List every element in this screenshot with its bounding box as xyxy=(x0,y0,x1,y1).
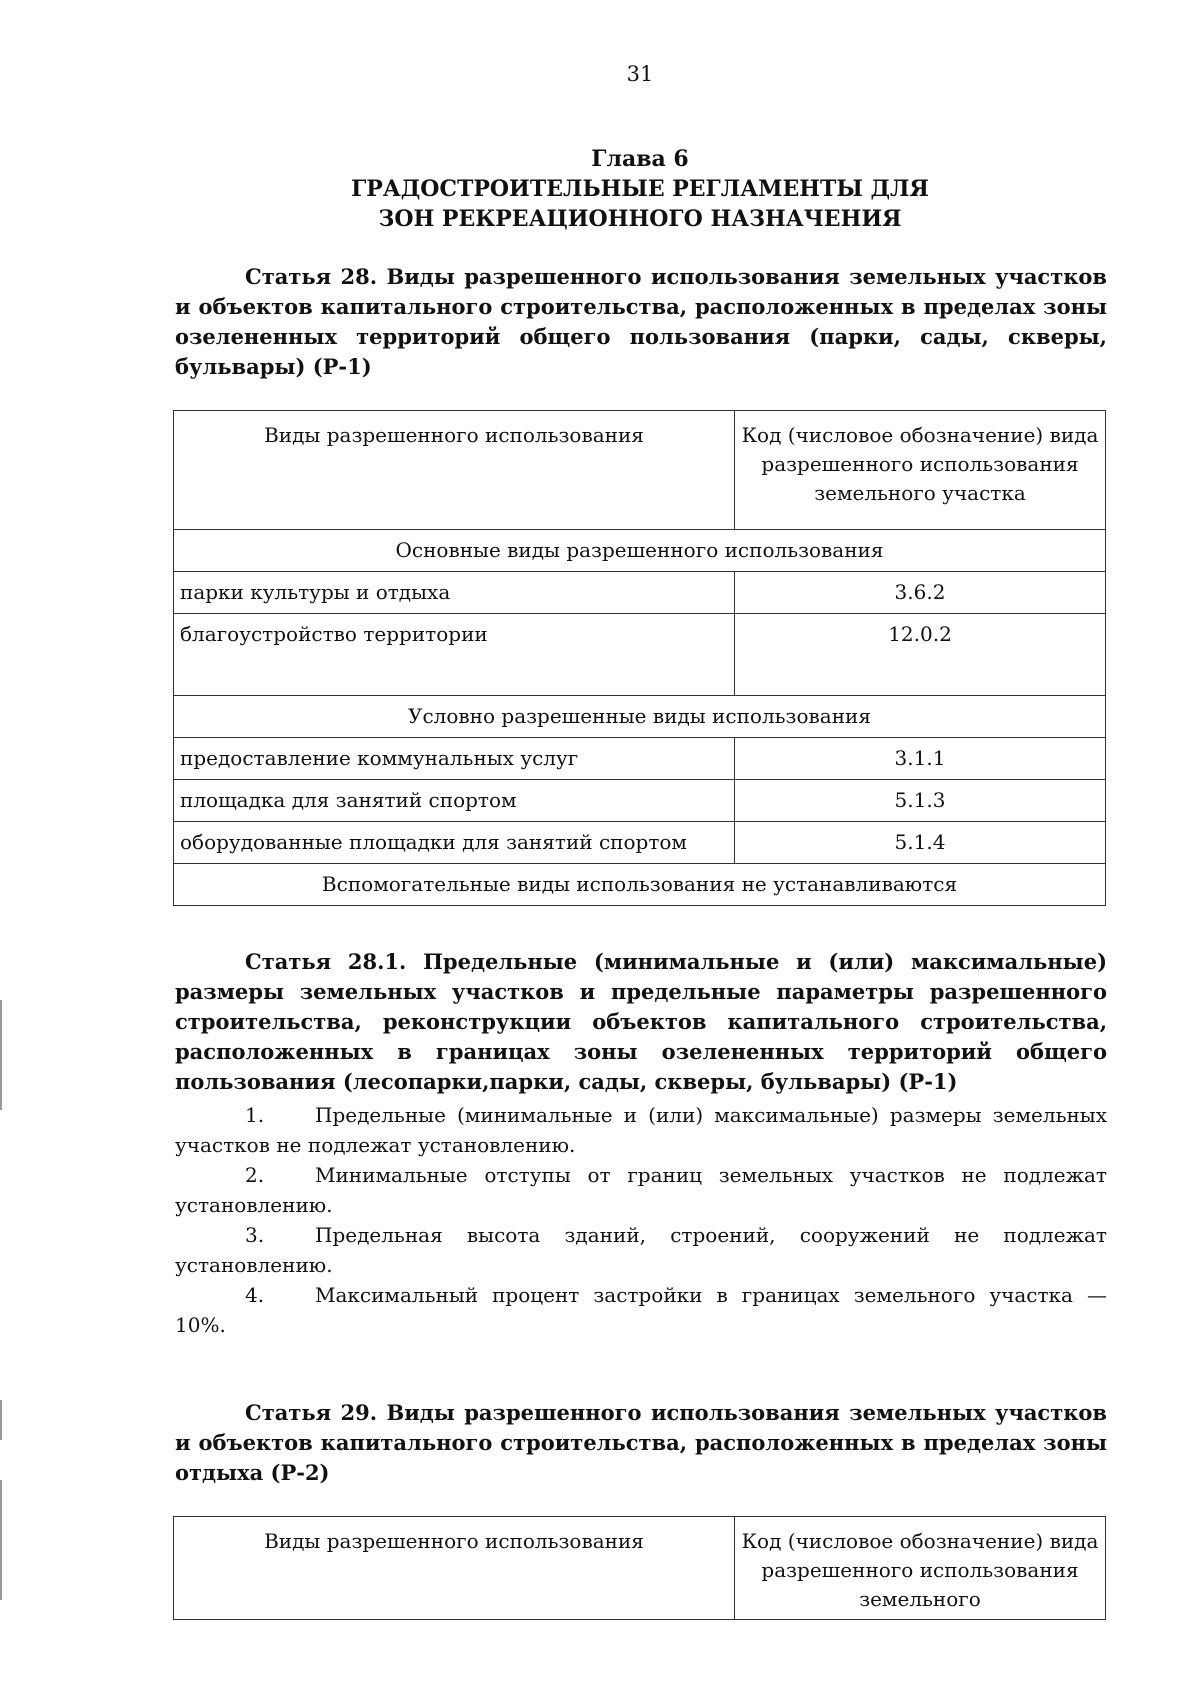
list-item xyxy=(175,1160,1107,1220)
section-conditional-label: Условно разрешенные виды использования xyxy=(174,696,1106,738)
item-text: Минимальные отступы от границ земельных участков не подлежат установлению. xyxy=(175,1163,1107,1217)
usage-code: 3.1.1 xyxy=(735,738,1106,780)
section-row-conditional xyxy=(174,696,1106,738)
item-text: Предельная высота зданий, строений, сооружений не подлежат установлению. xyxy=(175,1223,1107,1277)
article-29-heading: Статья 29. Виды разрешенного использования земельных участков и объектов капитального строительства, расположенных в пределах зоны отдыха (Р-2) xyxy=(175,1400,1107,1485)
table-row xyxy=(174,572,1106,614)
section-row-main xyxy=(174,530,1106,572)
list-item xyxy=(175,1220,1107,1280)
usage-code: 12.0.2 xyxy=(735,614,1106,696)
section-row-auxiliary xyxy=(174,864,1106,906)
usage-code: 5.1.3 xyxy=(735,780,1106,822)
usage-name: площадка для занятий спортом xyxy=(174,780,735,822)
usage-code: 3.6.2 xyxy=(735,572,1106,614)
section-main-label: Основные виды разрешенного использования xyxy=(174,530,1106,572)
chapter-heading xyxy=(300,144,980,234)
column-header-usage: Виды разрешенного использования xyxy=(174,411,735,530)
scan-edge-mark xyxy=(0,1480,2,1600)
item-number: 1. xyxy=(245,1103,265,1127)
table-row xyxy=(174,614,1106,696)
column-header-usage: Виды разрешенного использования xyxy=(174,1517,735,1620)
item-number: 2. xyxy=(245,1163,265,1187)
usage-code: 5.1.4 xyxy=(735,822,1106,864)
page-number: 31 xyxy=(626,62,654,86)
article-29-table xyxy=(173,1516,1106,1620)
section-auxiliary-label: Вспомогательные виды использования не устанавливаются xyxy=(174,864,1106,906)
table-header-row xyxy=(174,1517,1106,1620)
item-text: Максимальный процент застройки в границах земельного участка — 10%. xyxy=(175,1283,1107,1337)
usage-name: оборудованные площадки для занятий спортом xyxy=(174,822,735,864)
item-number: 3. xyxy=(245,1223,265,1247)
item-text: Предельные (минимальные и (или) максимальные) размеры земельных участков не подлежат установлению. xyxy=(175,1103,1107,1157)
list-item xyxy=(175,1280,1107,1340)
usage-name: предоставление коммунальных услуг xyxy=(174,738,735,780)
scan-edge-mark xyxy=(0,1000,2,1110)
table-row xyxy=(174,738,1106,780)
column-header-code: Код (числовое обозначение) вида разрешенного использования земельного xyxy=(735,1517,1106,1620)
column-header-code: Код (числовое обозначение) вида разрешенного использования земельного участка xyxy=(735,411,1106,530)
article-28-heading: Статья 28. Виды разрешенного использования земельных участков и объектов капитального строительства, расположенных в пределах зоны озелененных территорий общего пользования (парки, сады, скверы, бульвары) (Р-1) xyxy=(175,264,1107,379)
item-number: 4. xyxy=(245,1283,265,1307)
table-header-row xyxy=(174,411,1106,530)
table-row xyxy=(174,780,1106,822)
usage-name: парки культуры и отдыха xyxy=(174,572,735,614)
table-row xyxy=(174,822,1106,864)
usage-name: благоустройство территории xyxy=(174,614,735,696)
list-item xyxy=(175,1100,1107,1160)
chapter-title-line1: ГРАДОСТРОИТЕЛЬНЫЕ РЕГЛАМЕНТЫ ДЛЯ xyxy=(351,176,929,202)
article-28-1-heading: Статья 28.1. Предельные (минимальные и (или) максимальные) размеры земельных участков и предельные параметры разрешенного строительства, реконструкции объектов капитального строительства, расположенных в границах зоны озелененных территорий общего пользования (лесопарки,парки, сады, скверы, бульвары) (Р-1) xyxy=(175,949,1107,1094)
chapter-label: Глава 6 xyxy=(591,146,689,172)
chapter-title-line2: ЗОН РЕКРЕАЦИОННОГО НАЗНАЧЕНИЯ xyxy=(378,206,902,232)
scan-edge-mark xyxy=(0,1400,2,1440)
article-28-table xyxy=(173,410,1106,906)
